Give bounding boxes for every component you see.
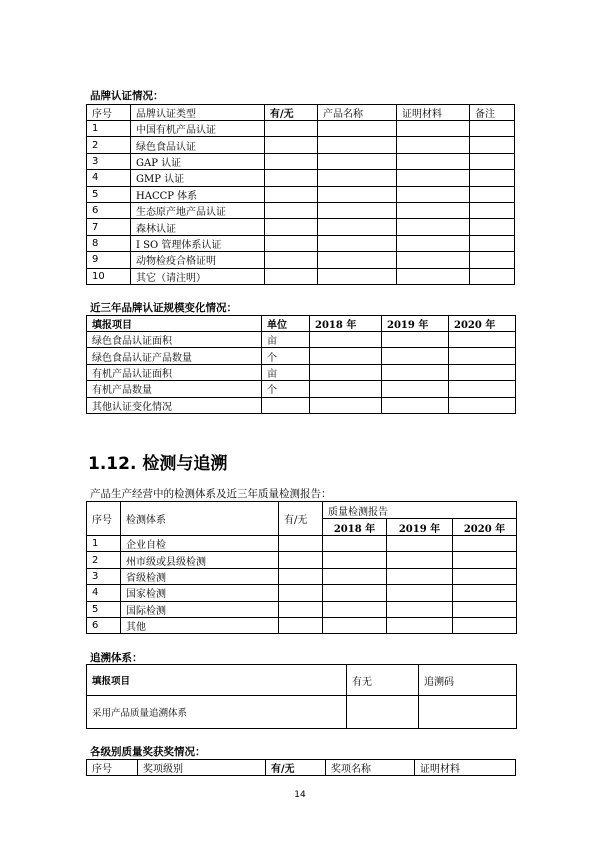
cell: 5: [87, 186, 131, 202]
table-header-row: [87, 316, 516, 332]
cell[interactable]: [382, 332, 449, 348]
table-header-row: [87, 665, 517, 696]
section-heading: 1.12. 检测与追溯: [88, 454, 228, 474]
cell[interactable]: [382, 364, 449, 380]
col-header: 产品名称: [318, 105, 397, 121]
col-header: 2019 年: [382, 316, 449, 332]
cell[interactable]: [397, 186, 470, 202]
cell[interactable]: [265, 121, 318, 137]
cell[interactable]: [453, 552, 517, 568]
cell[interactable]: [265, 170, 318, 186]
cell: I SO 管理体系认证: [131, 235, 265, 251]
cell[interactable]: [387, 617, 453, 633]
cell[interactable]: [323, 617, 387, 633]
table-row: [87, 235, 515, 251]
cell[interactable]: [279, 585, 323, 601]
col-header: 序号: [87, 502, 121, 536]
cell: 采用产品质量追溯体系: [87, 696, 347, 729]
col-header: 品牌认证类型: [131, 105, 265, 121]
cell[interactable]: [387, 568, 453, 584]
cell[interactable]: [279, 568, 323, 584]
cell: 8: [87, 235, 131, 251]
cell[interactable]: [449, 348, 516, 364]
cell: 有机产品认证面积: [87, 364, 262, 380]
cell[interactable]: [318, 153, 397, 169]
cell[interactable]: [470, 219, 515, 235]
cell[interactable]: [323, 585, 387, 601]
cell: 5: [87, 601, 121, 617]
table-row: [87, 617, 517, 633]
cell: 个: [262, 348, 310, 364]
cell: 亩: [262, 364, 310, 380]
cell: 其他认证变化情况: [87, 397, 262, 413]
cell[interactable]: [382, 397, 449, 413]
cell: 国家检测: [121, 585, 279, 601]
cell[interactable]: [279, 617, 323, 633]
trace-label: 追溯体系：: [90, 652, 143, 664]
cell[interactable]: [470, 186, 515, 202]
cell[interactable]: [397, 170, 470, 186]
cell[interactable]: [397, 252, 470, 268]
table-row: [87, 397, 516, 413]
cell[interactable]: [470, 202, 515, 218]
col-header: 备注: [470, 105, 515, 121]
cell: 省级检测: [121, 568, 279, 584]
cell: 6: [87, 202, 131, 218]
table-row: [87, 348, 516, 364]
brand-cert-table: [86, 104, 515, 285]
table-row: [87, 170, 515, 186]
cell[interactable]: [279, 601, 323, 617]
cell: 中国有机产品认证: [131, 121, 265, 137]
testing-table: [86, 501, 517, 634]
cell: 有机产品数量: [87, 381, 262, 397]
cell[interactable]: [470, 170, 515, 186]
table-header-row: [87, 105, 515, 121]
table-row: [87, 332, 516, 348]
col-header: 证明材料: [415, 760, 516, 776]
cell: 3: [87, 153, 131, 169]
table-row: [87, 381, 516, 397]
col-header: 2019 年: [387, 519, 453, 536]
scale-change-label: 近三年品牌认证规模变化情况：: [90, 302, 237, 314]
cell[interactable]: [318, 252, 397, 268]
col-header: 2020 年: [453, 519, 517, 536]
cell[interactable]: [397, 121, 470, 137]
scale-change-table: [86, 315, 516, 414]
cell: [262, 397, 310, 413]
cell: 绿色食品认证: [131, 137, 265, 153]
col-header: 序号: [87, 760, 138, 776]
page-number: 14: [294, 790, 306, 800]
cell[interactable]: [310, 332, 382, 348]
cell[interactable]: [397, 153, 470, 169]
cell: 绿色食品认证面积: [87, 332, 262, 348]
cell[interactable]: [265, 268, 318, 284]
cell[interactable]: [397, 268, 470, 284]
awards-label: 各级别质量奖获奖情况：: [90, 746, 206, 758]
table-header-row: [87, 760, 516, 776]
cell[interactable]: [347, 696, 419, 729]
brand-cert-label: 品牌认证情况：: [90, 90, 164, 102]
cell[interactable]: [279, 552, 323, 568]
cell: 6: [87, 617, 121, 633]
cell[interactable]: [470, 252, 515, 268]
table-row: [87, 536, 517, 552]
col-header: 有/无: [265, 105, 318, 121]
cell: 州市级或县级检测: [121, 552, 279, 568]
cell: 企业自检: [121, 536, 279, 552]
col-header: 2018 年: [310, 316, 382, 332]
cell[interactable]: [318, 202, 397, 218]
cell[interactable]: [310, 381, 382, 397]
cell: 森林认证: [131, 219, 265, 235]
cell[interactable]: [265, 186, 318, 202]
cell: 3: [87, 568, 121, 584]
col-header: 填报项目: [87, 665, 347, 696]
col-header: 奖项名称: [326, 760, 415, 776]
cell[interactable]: [382, 381, 449, 397]
cell[interactable]: [449, 381, 516, 397]
col-header: 奖项级别: [138, 760, 266, 776]
cell: GAP 认证: [131, 153, 265, 169]
table-row: [87, 585, 517, 601]
cell: 绿色食品认证产品数量: [87, 348, 262, 364]
cell[interactable]: [470, 121, 515, 137]
table-row: [87, 153, 515, 169]
cell[interactable]: [449, 364, 516, 380]
cell[interactable]: [387, 536, 453, 552]
cell: 1: [87, 536, 121, 552]
table-row: [87, 364, 516, 380]
col-header: 序号: [87, 105, 131, 121]
cell: 4: [87, 585, 121, 601]
cell[interactable]: [323, 568, 387, 584]
cell[interactable]: [310, 364, 382, 380]
cell[interactable]: [265, 202, 318, 218]
cell: 亩: [262, 332, 310, 348]
cell[interactable]: [387, 552, 453, 568]
col-header: 追溯码: [419, 665, 517, 696]
col-header: 2020 年: [449, 316, 516, 332]
table-row: [87, 252, 515, 268]
table-row: [87, 268, 515, 284]
cell: HACCP 体系: [131, 186, 265, 202]
cell[interactable]: [397, 219, 470, 235]
cell[interactable]: [470, 235, 515, 251]
cell[interactable]: [470, 137, 515, 153]
cell: 个: [262, 381, 310, 397]
trace-table: [86, 664, 517, 729]
cell[interactable]: [419, 696, 517, 729]
cell[interactable]: [318, 235, 397, 251]
cell: 1: [87, 121, 131, 137]
cell[interactable]: [387, 601, 453, 617]
cell[interactable]: [397, 235, 470, 251]
cell[interactable]: [397, 202, 470, 218]
cell[interactable]: [279, 536, 323, 552]
cell[interactable]: [265, 153, 318, 169]
cell: 其它（请注明）: [131, 268, 265, 284]
col-header: 有/无: [266, 760, 326, 776]
cell[interactable]: [323, 552, 387, 568]
cell[interactable]: [453, 585, 517, 601]
cell[interactable]: [265, 252, 318, 268]
cell: GMP 认证: [131, 170, 265, 186]
table-row: [87, 696, 517, 729]
cell: 2: [87, 137, 131, 153]
cell[interactable]: [310, 397, 382, 413]
cell[interactable]: [470, 153, 515, 169]
col-header: 填报项目: [87, 316, 262, 332]
cell[interactable]: [470, 268, 515, 284]
cell[interactable]: [397, 137, 470, 153]
testing-label: 产品生产经营中的检测体系及近三年质量检测报告：: [90, 488, 332, 500]
cell: 国际检测: [121, 601, 279, 617]
cell: 其他: [121, 617, 279, 633]
cell[interactable]: [449, 397, 516, 413]
cell: 7: [87, 219, 131, 235]
cell: 2: [87, 552, 121, 568]
cell[interactable]: [382, 348, 449, 364]
cell[interactable]: [318, 121, 397, 137]
cell[interactable]: [387, 585, 453, 601]
cell[interactable]: [318, 219, 397, 235]
cell[interactable]: [265, 137, 318, 153]
cell[interactable]: [323, 601, 387, 617]
col-header: 证明材料: [397, 105, 470, 121]
cell[interactable]: [265, 219, 318, 235]
cell[interactable]: [310, 348, 382, 364]
cell[interactable]: [449, 332, 516, 348]
table-row: [87, 568, 517, 584]
cell: 9: [87, 252, 131, 268]
cell[interactable]: [318, 268, 397, 284]
cell[interactable]: [453, 536, 517, 552]
table-row: [87, 219, 515, 235]
col-header: 2018 年: [323, 519, 387, 536]
table-header-row: [87, 502, 517, 519]
table-row: [87, 601, 517, 617]
cell: 动物检疫合格证明: [131, 252, 265, 268]
cell[interactable]: [318, 137, 397, 153]
cell[interactable]: [453, 601, 517, 617]
cell[interactable]: [318, 186, 397, 202]
col-header: 质量检测报告: [323, 502, 517, 519]
table-row: [87, 137, 515, 153]
cell: 生态原产地产品认证: [131, 202, 265, 218]
awards-table: [86, 759, 516, 776]
col-header: 有无: [347, 665, 419, 696]
table-row: [87, 186, 515, 202]
col-header: 检测体系: [121, 502, 279, 536]
cell[interactable]: [265, 235, 318, 251]
cell[interactable]: [323, 536, 387, 552]
col-header: 单位: [262, 316, 310, 332]
table-row: [87, 121, 515, 137]
table-row: [87, 552, 517, 568]
col-header: 有/无: [279, 502, 323, 536]
table-row: [87, 202, 515, 218]
cell: 4: [87, 170, 131, 186]
cell[interactable]: [453, 568, 517, 584]
cell: 10: [87, 268, 131, 284]
cell[interactable]: [318, 170, 397, 186]
cell[interactable]: [453, 617, 517, 633]
